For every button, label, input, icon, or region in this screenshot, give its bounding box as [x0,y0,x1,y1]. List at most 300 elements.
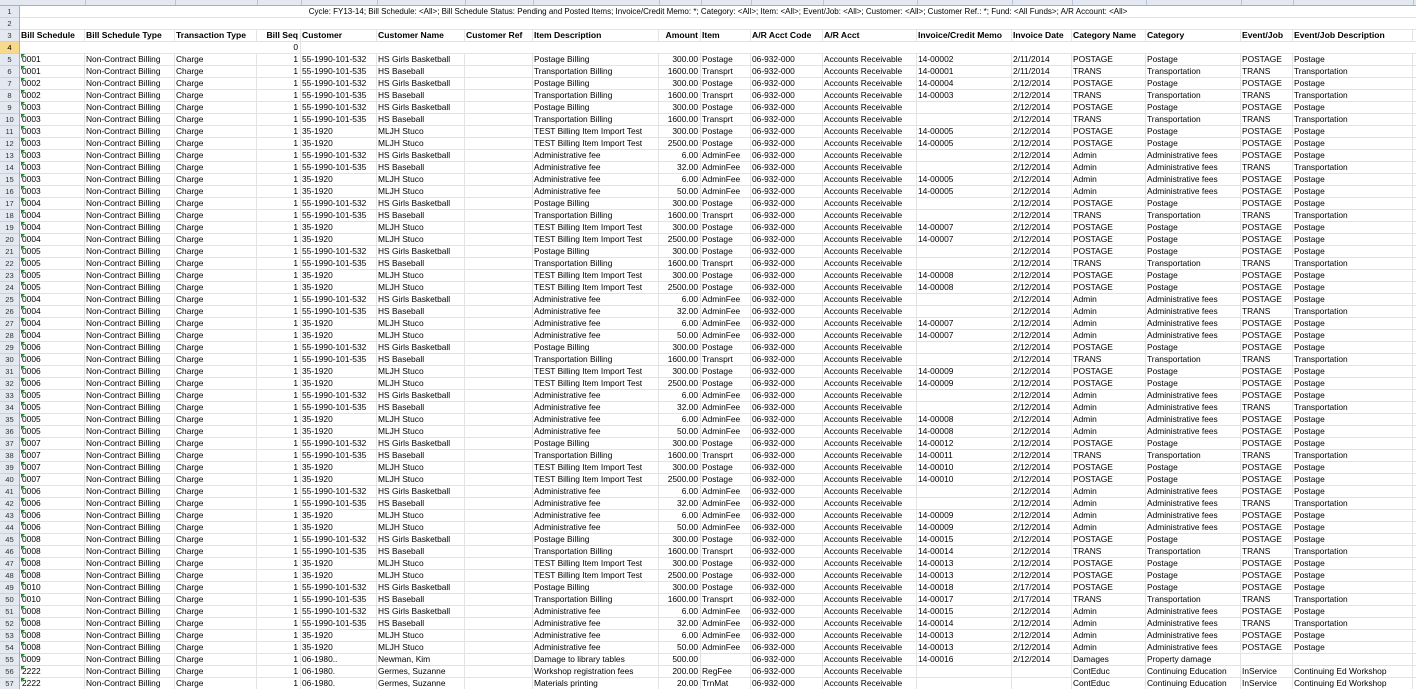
cell-ar-acct-code[interactable]: 06-932-000 [751,486,823,497]
cell-item[interactable] [701,654,751,665]
cell-event-job[interactable]: POSTAGE [1241,474,1293,485]
cell-amount[interactable]: 300.00 [659,438,701,449]
column-header-customer-name[interactable] [377,0,466,5]
cell-invoice-credit-memo[interactable]: 14-00005 [917,138,1012,149]
cell-ar-acct[interactable]: Accounts Receivable [823,294,917,305]
cell-amount[interactable]: 300.00 [659,246,701,257]
cell-transaction-type[interactable]: Charge [175,486,257,497]
row-number[interactable]: 45 [0,534,19,546]
cell-customer-name[interactable]: MLJH Stuco [377,222,465,233]
cell-customer-ref[interactable] [465,306,533,317]
cell-ar-acct-code[interactable]: 06-932-000 [751,282,823,293]
cell-category[interactable]: Postage [1146,234,1241,245]
cell-category[interactable]: Postage [1146,282,1241,293]
cell-customer-name[interactable]: HS Girls Basketball [377,390,465,401]
cell-customer-ref[interactable] [465,126,533,137]
cell-category[interactable]: Postage [1146,570,1241,581]
cell-transaction-type[interactable]: Charge [175,102,257,113]
cell-amount[interactable]: 6.00 [659,150,701,161]
cell-invoice-credit-memo[interactable]: 14-00008 [917,426,1012,437]
cell-event-job[interactable]: POSTAGE [1241,438,1293,449]
cell-category-name[interactable]: Admin [1072,618,1146,629]
row-number[interactable]: 15 [0,174,19,186]
cell-transaction-type[interactable]: Charge [175,306,257,317]
cell-ar-acct-code[interactable]: 06-932-000 [751,258,823,269]
cell-item[interactable]: AdminFee [701,618,751,629]
row-number[interactable]: 31 [0,366,19,378]
cell-transaction-type[interactable]: Charge [175,642,257,653]
cell-bill-seq[interactable]: 1 [257,594,301,605]
cell-invoice-credit-memo[interactable]: 14-00007 [917,330,1012,341]
cell-event-job[interactable]: POSTAGE [1241,558,1293,569]
cell-customer-name[interactable]: HS Girls Basketball [377,582,465,593]
cell-bill-schedule[interactable]: 0004 [20,198,85,209]
cell-invoice-credit-memo[interactable] [917,306,1012,317]
cell-customer-ref[interactable] [465,438,533,449]
cell-item[interactable]: AdminFee [701,414,751,425]
cell-bill-seq[interactable]: 1 [257,222,301,233]
cell-transaction-type[interactable]: Charge [175,666,257,677]
cell-invoice-credit-memo[interactable]: 14-00018 [917,582,1012,593]
cell-customer-name[interactable]: Newman, Kim [377,654,465,665]
cell-category[interactable]: Administrative fees [1146,306,1241,317]
cell-item-description[interactable]: TEST Billing Item Import Test [533,474,659,485]
cell-category[interactable]: Administrative fees [1146,414,1241,425]
cell-bill-schedule-type[interactable]: Non-Contract Billing [85,354,175,365]
cell-event-job-description[interactable]: Transportation [1293,546,1413,557]
cell-category-name[interactable]: Admin [1072,642,1146,653]
cell-item-description[interactable]: Administrative fee [533,486,659,497]
cell-bill-seq[interactable]: 1 [257,426,301,437]
cell-invoice-credit-memo[interactable]: 14-00008 [917,270,1012,281]
cell-invoice-date[interactable] [1012,666,1072,677]
cell-invoice-date[interactable]: 2/12/2014 [1012,270,1072,281]
cell-customer[interactable]: 55-1990-101-532 [301,54,377,65]
header-ar-acct-code[interactable]: A/R Acct Code [751,30,823,41]
cell-bill-schedule-type[interactable]: Non-Contract Billing [85,378,175,389]
row-number[interactable]: 39 [0,462,19,474]
cell-transaction-type[interactable]: Charge [175,558,257,569]
cell-bill-schedule-type[interactable]: Non-Contract Billing [85,138,175,149]
cell-bill-schedule-type[interactable]: Non-Contract Billing [85,474,175,485]
cell-event-job[interactable]: POSTAGE [1241,378,1293,389]
cell-transaction-type[interactable]: Charge [175,678,257,689]
cell-bill-seq[interactable]: 1 [257,678,301,689]
row-number[interactable]: 36 [0,426,19,438]
cell-category[interactable]: Administrative fees [1146,294,1241,305]
cell-customer[interactable]: 35-1920 [301,270,377,281]
cell-customer-ref[interactable] [465,414,533,425]
cell-invoice-credit-memo[interactable] [917,210,1012,221]
cell-customer-ref[interactable] [465,258,533,269]
cell-item-description[interactable]: Postage Billing [533,198,659,209]
cell-category-name[interactable]: POSTAGE [1072,198,1146,209]
cell-item[interactable]: Postage [701,222,751,233]
cell-category[interactable]: Transportation [1146,210,1241,221]
cell-item[interactable]: AdminFee [701,630,751,641]
column-header-transaction-type[interactable] [175,0,258,5]
cell-ar-acct[interactable]: Accounts Receivable [823,174,917,185]
cell-bill-schedule[interactable]: 0003 [20,102,85,113]
cell-invoice-credit-memo[interactable] [917,102,1012,113]
cell-invoice-date[interactable] [1012,678,1072,689]
cell-customer-name[interactable]: MLJH Stuco [377,126,465,137]
cell-item[interactable]: Postage [701,138,751,149]
cell-bill-seq[interactable]: 1 [257,210,301,221]
header-invoice-date[interactable]: Invoice Date [1012,30,1072,41]
cell-item[interactable]: Transprt [701,594,751,605]
cell-customer-ref[interactable] [465,678,533,689]
cell-item-description[interactable]: TEST Billing Item Import Test [533,126,659,137]
cell-customer[interactable]: 55-1990-101-535 [301,618,377,629]
cell-item[interactable]: Postage [701,366,751,377]
cell-customer-ref[interactable] [465,246,533,257]
cell-customer-name[interactable]: MLJH Stuco [377,510,465,521]
cell-bill-schedule-type[interactable]: Non-Contract Billing [85,450,175,461]
cell-amount[interactable]: 50.00 [659,426,701,437]
cell-customer-ref[interactable] [465,462,533,473]
cell-bill-schedule[interactable]: 0005 [20,258,85,269]
row-number[interactable]: 26 [0,306,19,318]
cell-bill-schedule-type[interactable]: Non-Contract Billing [85,102,175,113]
cell-bill-seq[interactable]: 1 [257,522,301,533]
cell-customer-name[interactable]: MLJH Stuco [377,318,465,329]
cell-event-job[interactable]: TRANS [1241,618,1293,629]
cell-customer[interactable]: 35-1920 [301,318,377,329]
cell-invoice-date[interactable]: 2/17/2014 [1012,582,1072,593]
cell-amount[interactable]: 1600.00 [659,114,701,125]
cell-invoice-date[interactable]: 2/12/2014 [1012,474,1072,485]
header-bill-seq[interactable]: Bill Seq [257,30,301,41]
cell-invoice-date[interactable]: 2/12/2014 [1012,450,1072,461]
cell-customer-ref[interactable] [465,654,533,665]
cell-ar-acct-code[interactable]: 06-932-000 [751,450,823,461]
cell-item[interactable]: AdminFee [701,318,751,329]
cell-event-job[interactable]: POSTAGE [1241,270,1293,281]
cell-category-name[interactable]: Admin [1072,390,1146,401]
cell-event-job[interactable]: TRANS [1241,90,1293,101]
cell-bill-schedule-type[interactable]: Non-Contract Billing [85,510,175,521]
cell-transaction-type[interactable]: Charge [175,414,257,425]
cell-bill-schedule[interactable]: 0003 [20,126,85,137]
cell-invoice-credit-memo[interactable]: 14-00011 [917,450,1012,461]
cell-amount[interactable]: 2500.00 [659,234,701,245]
cell-customer-ref[interactable] [465,282,533,293]
cell-category[interactable]: Postage [1146,366,1241,377]
cell-transaction-type[interactable]: Charge [175,378,257,389]
cell-ar-acct[interactable]: Accounts Receivable [823,474,917,485]
cell-bill-schedule[interactable]: 0008 [20,546,85,557]
cell-item-description[interactable]: Materials printing [533,678,659,689]
cell-bill-schedule[interactable]: 0004 [20,318,85,329]
cell-item[interactable]: AdminFee [701,162,751,173]
cell-bill-schedule[interactable]: 2222 [20,666,85,677]
cell-amount[interactable]: 1600.00 [659,66,701,77]
cell-item[interactable]: Transprt [701,546,751,557]
row-number[interactable]: 7 [0,78,19,90]
row-number[interactable]: 52 [0,618,19,630]
row-number[interactable]: 54 [0,642,19,654]
cell-category[interactable]: Administrative fees [1146,606,1241,617]
cell-item-description[interactable]: Administrative fee [533,606,659,617]
row-number[interactable]: 53 [0,630,19,642]
cell-transaction-type[interactable]: Charge [175,570,257,581]
row-number[interactable]: 56 [0,666,19,678]
cell-customer[interactable]: 35-1920 [301,126,377,137]
cell-bill-schedule[interactable]: 0002 [20,90,85,101]
cell-ar-acct-code[interactable]: 06-932-000 [751,162,823,173]
cell-category-name[interactable]: Admin [1072,306,1146,317]
cell-invoice-credit-memo[interactable]: 14-00009 [917,510,1012,521]
cell-ar-acct[interactable]: Accounts Receivable [823,594,917,605]
cell-ar-acct[interactable]: Accounts Receivable [823,90,917,101]
cell-amount[interactable]: 32.00 [659,162,701,173]
cell-bill-seq[interactable]: 1 [257,114,301,125]
cell-transaction-type[interactable]: Charge [175,390,257,401]
cell-invoice-credit-memo[interactable]: 14-00014 [917,546,1012,557]
cell-bill-schedule-type[interactable]: Non-Contract Billing [85,438,175,449]
cell-customer-ref[interactable] [465,54,533,65]
cell-invoice-date[interactable]: 2/12/2014 [1012,462,1072,473]
cell-customer-name[interactable]: MLJH Stuco [377,174,465,185]
cell-invoice-credit-memo[interactable] [917,150,1012,161]
cell-bill-schedule[interactable]: 0005 [20,426,85,437]
cell-ar-acct-code[interactable]: 06-932-000 [751,534,823,545]
cell-ar-acct-code[interactable]: 06-932-000 [751,198,823,209]
row-number[interactable]: 3 [0,30,19,42]
cell-amount[interactable]: 32.00 [659,306,701,317]
cell-bill-schedule-type[interactable]: Non-Contract Billing [85,330,175,341]
cell-ar-acct[interactable]: Accounts Receivable [823,390,917,401]
row-number[interactable]: 55 [0,654,19,666]
cell-item[interactable]: Transprt [701,90,751,101]
cell-bill-schedule[interactable]: 0003 [20,138,85,149]
cell-amount[interactable]: 6.00 [659,486,701,497]
cell-ar-acct-code[interactable]: 06-932-000 [751,438,823,449]
cell-bill-seq[interactable]: 1 [257,294,301,305]
cell-invoice-credit-memo[interactable]: 14-00003 [917,90,1012,101]
cell-event-job-description[interactable]: Transportation [1293,258,1413,269]
cell-ar-acct[interactable]: Accounts Receivable [823,654,917,665]
cell-invoice-date[interactable]: 2/12/2014 [1012,558,1072,569]
cell-customer[interactable]: 55-1990-101-535 [301,450,377,461]
cell-customer-name[interactable]: MLJH Stuco [377,474,465,485]
cell-customer-ref[interactable] [465,534,533,545]
cell-customer[interactable]: 55-1990-101-532 [301,102,377,113]
cell-bill-seq[interactable]: 1 [257,462,301,473]
cell-customer-name[interactable]: HS Baseball [377,594,465,605]
cell-event-job-description[interactable]: Postage [1293,570,1413,581]
cell-transaction-type[interactable]: Charge [175,438,257,449]
cell-event-job[interactable]: POSTAGE [1241,126,1293,137]
row-number[interactable]: 8 [0,90,19,102]
cell-event-job-description[interactable]: Postage [1293,630,1413,641]
cell-event-job[interactable]: POSTAGE [1241,390,1293,401]
cell-transaction-type[interactable]: Charge [175,138,257,149]
cell-ar-acct[interactable]: Accounts Receivable [823,318,917,329]
cell-bill-schedule-type[interactable]: Non-Contract Billing [85,558,175,569]
cell-bill-seq[interactable]: 1 [257,126,301,137]
cell-category[interactable]: Postage [1146,102,1241,113]
header-item[interactable]: Item [701,30,751,41]
cell-item-description[interactable]: Administrative fee [533,174,659,185]
cell-transaction-type[interactable]: Charge [175,150,257,161]
cell-bill-schedule-type[interactable]: Non-Contract Billing [85,90,175,101]
cell-transaction-type[interactable]: Charge [175,186,257,197]
cell-item-description[interactable]: Transportation Billing [533,546,659,557]
cell-transaction-type[interactable]: Charge [175,54,257,65]
cell-transaction-type[interactable]: Charge [175,606,257,617]
cell-amount[interactable]: 300.00 [659,366,701,377]
cell-category[interactable]: Transportation [1146,258,1241,269]
cell-ar-acct[interactable]: Accounts Receivable [823,282,917,293]
cell-transaction-type[interactable]: Charge [175,462,257,473]
row-number[interactable]: 37 [0,438,19,450]
cell-bill-schedule-type[interactable]: Non-Contract Billing [85,390,175,401]
cell-customer-name[interactable]: MLJH Stuco [377,330,465,341]
cell-item-description[interactable]: TEST Billing Item Import Test [533,366,659,377]
report-filter-text[interactable]: Cycle: FY13-14; Bill Schedule: <All>; Bill Schedule Status: Pending and Posted Items; Invoice/Credit Memo: *; Category: <All>; Item: <All>; Event/Job: <All>; Customer: <All>; Customer Ref.: *; Fund: <All Funds>; A/R Account: <All> [308,7,1128,16]
cell-category-name[interactable]: Admin [1072,330,1146,341]
cell-event-job-description[interactable]: Postage [1293,186,1413,197]
cell-bill-seq[interactable]: 1 [257,450,301,461]
cell-category[interactable]: Administrative fees [1146,330,1241,341]
cell-customer[interactable]: 55-1990-101-535 [301,594,377,605]
cell-customer-name[interactable]: HS Baseball [377,354,465,365]
cell-transaction-type[interactable]: Charge [175,126,257,137]
cell-invoice-credit-memo[interactable]: 14-00005 [917,174,1012,185]
cell-invoice-date[interactable]: 2/12/2014 [1012,438,1072,449]
column-header-invoice-date[interactable] [1012,0,1073,5]
cell-bill-seq[interactable]: 1 [257,534,301,545]
cell-transaction-type[interactable]: Charge [175,114,257,125]
cell-amount[interactable]: 200.00 [659,666,701,677]
cell-customer[interactable]: 06-1980.. [301,654,377,665]
cell-bill-seq[interactable]: 1 [257,138,301,149]
cell-customer-ref[interactable] [465,630,533,641]
cell-event-job[interactable]: POSTAGE [1241,198,1293,209]
cell-bill-seq[interactable]: 1 [257,246,301,257]
cell-transaction-type[interactable]: Charge [175,270,257,281]
cell-customer-name[interactable]: Germes, Suzanne [377,678,465,689]
cell-category-name[interactable]: Admin [1072,174,1146,185]
cell-event-job-description[interactable]: Transportation [1293,114,1413,125]
cell-bill-schedule-type[interactable]: Non-Contract Billing [85,678,175,689]
row-number[interactable]: 19 [0,222,19,234]
cell-customer-name[interactable]: MLJH Stuco [377,522,465,533]
cell-customer-ref[interactable] [465,546,533,557]
cell-event-job-description[interactable]: Postage [1293,474,1413,485]
cell-customer-ref[interactable] [465,210,533,221]
column-header-category[interactable] [1146,0,1242,5]
cell-event-job-description[interactable]: Transportation [1293,354,1413,365]
cell-invoice-credit-memo[interactable]: 14-00010 [917,462,1012,473]
cell-bill-seq[interactable]: 1 [257,498,301,509]
cell-category-name[interactable]: POSTAGE [1072,366,1146,377]
cell-bill-schedule-type[interactable]: Non-Contract Billing [85,306,175,317]
cell-ar-acct[interactable]: Accounts Receivable [823,666,917,677]
cell-ar-acct[interactable]: Accounts Receivable [823,342,917,353]
cell-bill-schedule[interactable]: 0008 [20,534,85,545]
cell-category[interactable]: Postage [1146,78,1241,89]
cell-customer[interactable]: 55-1990-101-535 [301,354,377,365]
cell-customer[interactable]: 35-1920 [301,378,377,389]
cell-ar-acct[interactable]: Accounts Receivable [823,414,917,425]
cell-customer[interactable]: 55-1990-101-532 [301,294,377,305]
cell-transaction-type[interactable]: Charge [175,78,257,89]
header-category[interactable]: Category [1146,30,1241,41]
cell-event-job[interactable]: POSTAGE [1241,570,1293,581]
row-number[interactable]: 12 [0,138,19,150]
cell-bill-seq[interactable]: 1 [257,438,301,449]
cell-ar-acct[interactable]: Accounts Receivable [823,642,917,653]
cell-transaction-type[interactable]: Charge [175,594,257,605]
cell-invoice-date[interactable]: 2/12/2014 [1012,162,1072,173]
cell-category-name[interactable]: POSTAGE [1072,54,1146,65]
cell-ar-acct-code[interactable]: 06-932-000 [751,618,823,629]
cell-item-description[interactable]: Administrative fee [533,402,659,413]
cell-event-job-description[interactable]: Postage [1293,510,1413,521]
header-event-job-description[interactable]: Event/Job Description [1293,30,1413,41]
cell-invoice-credit-memo[interactable] [917,294,1012,305]
cell-customer-name[interactable]: HS Girls Basketball [377,486,465,497]
cell-event-job-description[interactable]: Postage [1293,438,1413,449]
cell-transaction-type[interactable]: Charge [175,210,257,221]
column-header-category-name[interactable] [1072,0,1147,5]
cell-customer-ref[interactable] [465,330,533,341]
cell-transaction-type[interactable]: Charge [175,66,257,77]
cell-event-job[interactable]: TRANS [1241,162,1293,173]
cell-amount[interactable]: 20.00 [659,678,701,689]
cell-amount[interactable]: 1600.00 [659,258,701,269]
cell-bill-schedule-type[interactable]: Non-Contract Billing [85,498,175,509]
column-header-invoice-credit-memo[interactable] [917,0,1013,5]
cell-customer[interactable]: 55-1990-101-535 [301,162,377,173]
cell-ar-acct-code[interactable]: 06-932-000 [751,498,823,509]
cell-ar-acct-code[interactable]: 06-932-000 [751,630,823,641]
cell-customer-ref[interactable] [465,606,533,617]
cell-event-job[interactable]: POSTAGE [1241,282,1293,293]
cell-amount[interactable]: 50.00 [659,330,701,341]
cell-bill-schedule-type[interactable]: Non-Contract Billing [85,642,175,653]
cell-invoice-date[interactable]: 2/12/2014 [1012,318,1072,329]
cell-customer-name[interactable]: HS Baseball [377,90,465,101]
cell-invoice-date[interactable]: 2/17/2014 [1012,594,1072,605]
cell-item-description[interactable]: Postage Billing [533,54,659,65]
cell-invoice-credit-memo[interactable]: 14-00014 [917,618,1012,629]
column-header-bill-schedule[interactable] [20,0,86,5]
cell-event-job-description[interactable]: Postage [1293,246,1413,257]
cell-customer-ref[interactable] [465,162,533,173]
cell-amount[interactable]: 6.00 [659,318,701,329]
cell-item[interactable]: Postage [701,462,751,473]
cell-invoice-credit-memo[interactable]: 14-00008 [917,414,1012,425]
cell-category-name[interactable]: Admin [1072,486,1146,497]
row-number[interactable]: 32 [0,378,19,390]
cell-transaction-type[interactable]: Charge [175,618,257,629]
row-number[interactable]: 34 [0,402,19,414]
cell-ar-acct-code[interactable]: 06-932-000 [751,606,823,617]
cell-category-name[interactable]: Admin [1072,426,1146,437]
cell-ar-acct-code[interactable]: 06-932-000 [751,462,823,473]
cell-ar-acct-code[interactable]: 06-932-000 [751,522,823,533]
cell-customer[interactable]: 35-1920 [301,462,377,473]
cell-ar-acct[interactable]: Accounts Receivable [823,330,917,341]
cell-item-description[interactable]: Administrative fee [533,186,659,197]
cell-customer-name[interactable]: HS Baseball [377,450,465,461]
cell-item[interactable]: AdminFee [701,150,751,161]
cell-bill-seq[interactable]: 1 [257,654,301,665]
